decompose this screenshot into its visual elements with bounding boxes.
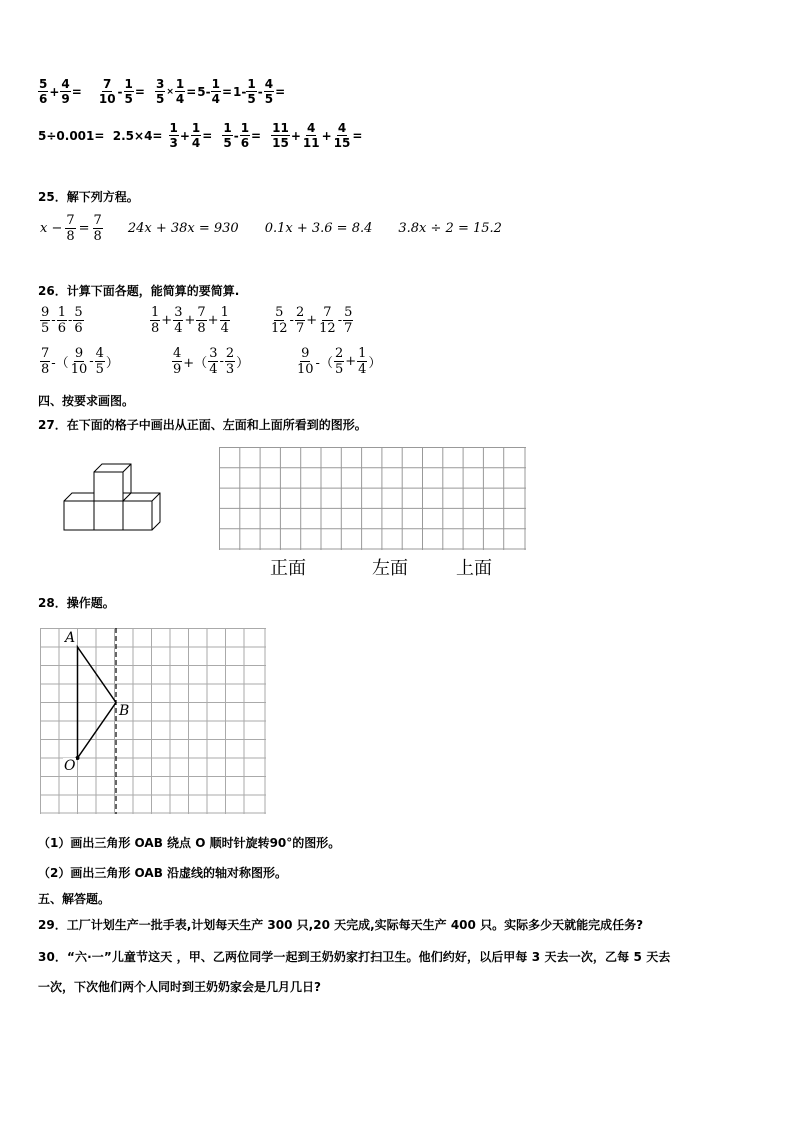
q25-equations: x − $\frac{7}{8}$ = $\frac{7}{8}$ 24x + 38x = 930 0.1x + 3.6 = 8.4 3.8x ÷ 2 = 15.2 xyxy=(40,213,502,244)
q26-problem-6: $\frac{9}{10}$ -（ $\frac{2}{5}$ + $\frac{1}{4}$ ） xyxy=(297,346,382,377)
fraction: $\frac{9}{10}$ xyxy=(297,346,314,377)
q28-task-2: （2）画出三角形 OAB 沿虚线的轴对称图形。 xyxy=(38,866,288,880)
fraction: $\frac{1}{4}$ xyxy=(220,305,229,336)
fraction: $\frac{1}{5}$ xyxy=(247,77,256,106)
fraction: $\frac{4}{5}$ xyxy=(95,346,104,377)
fraction: $\frac{3}{4}$ xyxy=(174,305,183,336)
fraction: $\frac{4}{11}$ xyxy=(302,121,320,150)
q24-line2: 5÷0.001= 2.5×4= $\frac{1}{3}$ + $\frac{1}{4}$ = $\frac{1}{5}$ - $\frac{1}{6}$ = $\frac{11}{15}$ + $\frac{4}{11}$ + $\frac{4}{15}$ = xyxy=(38,121,363,150)
q26-problem-2: $\frac{1}{8}$ + $\frac{3}{4}$ + $\frac{7}{8}$ + $\frac{1}{4}$ xyxy=(151,305,229,336)
fraction: $\frac{1}{4}$ xyxy=(358,346,367,377)
q27-label-top: 上面 xyxy=(456,558,492,579)
q30-text-line2: 一次，下次他们两个人同时到王奶奶家会是几月几日? xyxy=(38,980,321,994)
q26-problem-1: $\frac{9}{5}$ - $\frac{1}{6}$ - $\frac{5}{6}$ xyxy=(41,305,83,336)
fraction: $\frac{7}{10}$ xyxy=(98,77,116,106)
point-b-label: B xyxy=(119,703,130,719)
fraction: $\frac{3}{4}$ xyxy=(209,346,218,377)
fraction: $\frac{5}{7}$ xyxy=(344,305,353,336)
q25-title: 25．解下列方程。 xyxy=(38,190,139,204)
q30-text-line1: 30．“六·一”儿童节这天 ，甲、乙两位同学一起到王奶奶家打扫卫生。他们约好，以后甲每 3 天去一次，乙每 5 天去 xyxy=(38,950,671,964)
fraction: $\frac{7}{8}$ xyxy=(66,213,75,244)
fraction: $\frac{5}{12}$ xyxy=(271,305,288,336)
fraction: $\frac{5}{6}$ xyxy=(39,77,48,106)
q24-line1: $\frac{5}{6}$ + $\frac{4}{9}$ = $\frac{7}{10}$ - $\frac{1}{5}$ = $\frac{3}{5}$ × $\frac{1}{4}$ = 5- $\frac{1}{4}$ = 1- $\frac{1}{5}$ - $\frac{4}{5}$ = xyxy=(39,77,286,106)
fraction: $\frac{1}{6}$ xyxy=(57,305,66,336)
fraction: $\frac{2}{5}$ xyxy=(334,346,344,377)
section-4-heading: 四、按要求画图。 xyxy=(38,394,135,408)
q28-title: 28．操作题。 xyxy=(38,596,115,610)
fraction: $\frac{1}{8}$ xyxy=(151,305,160,336)
fraction: $\frac{1}{4}$ xyxy=(211,77,220,106)
q26-problem-3: $\frac{5}{12}$ - $\frac{2}{7}$ + $\frac{7}{12}$ - $\frac{5}{7}$ xyxy=(271,305,353,336)
fraction: $\frac{2}{3}$ xyxy=(225,346,235,377)
fraction: $\frac{9}{5}$ xyxy=(41,305,50,336)
fraction: $\frac{4}{9}$ xyxy=(61,77,70,106)
fraction: $\frac{1}{6}$ xyxy=(240,121,250,150)
fraction: $\frac{3}{5}$ xyxy=(155,77,165,106)
q27-drawing-grid[interactable] xyxy=(219,447,526,550)
section-5-heading: 五、解答题。 xyxy=(38,892,111,906)
fraction: $\frac{9}{10}$ xyxy=(70,346,88,377)
fraction: $\frac{1}{5}$ xyxy=(124,77,133,106)
q27-cube-figure xyxy=(60,460,170,532)
fraction: $\frac{2}{7}$ xyxy=(295,305,305,336)
q27-label-front: 正面 xyxy=(270,558,306,579)
q28-grid-figure[interactable] xyxy=(40,628,266,814)
q29-text: 29．工厂计划生产一批手表,计划每天生产 300 只,20 天完成,实际每天生产 400 只。实际多少天就能完成任务? xyxy=(38,918,644,932)
point-o-label: O xyxy=(64,758,76,774)
q26-title: 26．计算下面各题，能简算的要简算. xyxy=(38,284,240,298)
q26-problem-5: $\frac{4}{9}$ +（ $\frac{3}{4}$ - $\frac{2}{3}$ ） xyxy=(173,346,250,377)
decimal-calcs: 5÷0.001= 2.5×4= xyxy=(38,128,163,143)
fraction: $\frac{4}{15}$ xyxy=(333,121,351,150)
fraction: $\frac{1}{4}$ xyxy=(175,77,185,106)
fraction: $\frac{1}{4}$ xyxy=(191,121,201,150)
fraction: $\frac{7}{8}$ xyxy=(197,305,206,336)
fraction: $\frac{7}{12}$ xyxy=(319,305,336,336)
fraction: $\frac{5}{6}$ xyxy=(74,305,83,336)
fraction: $\frac{4}{9}$ xyxy=(173,346,182,377)
q27-title: 27．在下面的格子中画出从正面、左面和上面所看到的图形。 xyxy=(38,418,367,432)
q27-label-left: 左面 xyxy=(372,558,408,579)
fraction: $\frac{7}{8}$ xyxy=(41,346,50,377)
fraction: $\frac{1}{3}$ xyxy=(169,121,178,150)
fraction: $\frac{1}{5}$ xyxy=(223,121,232,150)
point-a-label: A xyxy=(65,630,76,646)
q26-problem-4: $\frac{7}{8}$ -（ $\frac{9}{10}$ - $\frac{4}{5}$ ） xyxy=(41,346,119,377)
fraction: $\frac{4}{5}$ xyxy=(264,77,274,106)
q28-task-1: （1）画出三角形 OAB 绕点 O 顺时针旋转90°的图形。 xyxy=(38,836,341,850)
fraction: $\frac{7}{8}$ xyxy=(93,213,102,244)
fraction: $\frac{11}{15}$ xyxy=(272,121,289,150)
